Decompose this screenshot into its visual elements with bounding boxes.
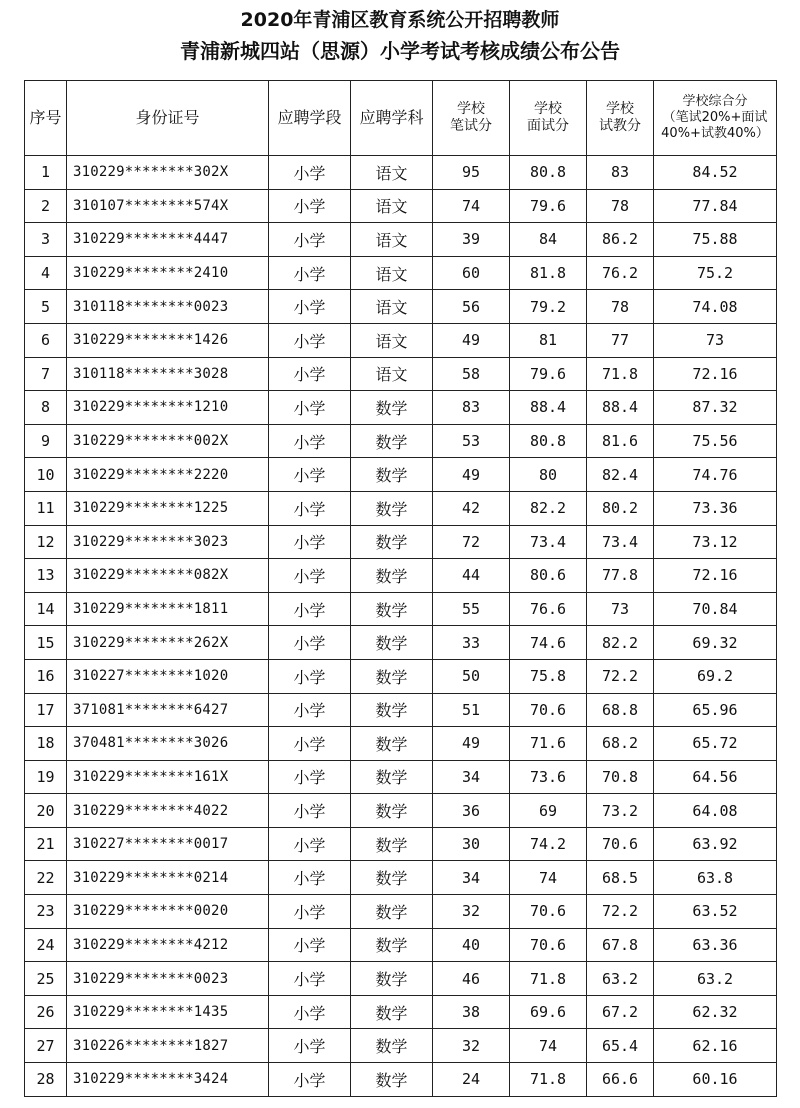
cell-id-number: 310229********4212 [67, 928, 269, 962]
cell-seq: 20 [25, 794, 67, 828]
cell-written-score: 34 [433, 760, 510, 794]
cell-subject: 数学 [351, 626, 433, 660]
cell-total-score: 72.16 [654, 559, 777, 593]
cell-teaching-score: 66.6 [587, 1063, 654, 1097]
cell-interview-score: 79.6 [510, 189, 587, 223]
header-interview-score [510, 81, 587, 156]
cell-written-score: 38 [433, 995, 510, 1029]
cell-teaching-score: 73.2 [587, 794, 654, 828]
table-row [25, 727, 777, 761]
header-subject: 应聘学科 [351, 81, 433, 156]
table-row [25, 559, 777, 593]
cell-written-score: 51 [433, 693, 510, 727]
cell-subject: 数学 [351, 391, 433, 425]
cell-stage: 小学 [269, 189, 351, 223]
cell-id-number: 310229********2410 [67, 256, 269, 290]
cell-stage: 小学 [269, 357, 351, 391]
cell-interview-score: 69 [510, 794, 587, 828]
cell-seq: 12 [25, 525, 67, 559]
cell-id-number: 310229********4447 [67, 223, 269, 257]
header-total-score [654, 81, 777, 156]
cell-written-score: 56 [433, 290, 510, 324]
cell-interview-score: 79.2 [510, 290, 587, 324]
cell-id-number: 310227********1020 [67, 659, 269, 693]
header-seq: 序号 [25, 81, 67, 156]
cell-total-score: 69.2 [654, 659, 777, 693]
cell-seq: 7 [25, 357, 67, 391]
table-header-row [25, 81, 777, 156]
cell-id-number: 310229********0020 [67, 895, 269, 929]
cell-seq: 5 [25, 290, 67, 324]
cell-stage: 小学 [269, 727, 351, 761]
cell-stage: 小学 [269, 256, 351, 290]
cell-interview-score: 69.6 [510, 995, 587, 1029]
table-row [25, 928, 777, 962]
cell-stage: 小学 [269, 592, 351, 626]
cell-interview-score: 74.6 [510, 626, 587, 660]
cell-seq: 23 [25, 895, 67, 929]
cell-written-score: 24 [433, 1063, 510, 1097]
table-row [25, 760, 777, 794]
table-row [25, 1029, 777, 1063]
cell-teaching-score: 72.2 [587, 659, 654, 693]
cell-seq: 26 [25, 995, 67, 1029]
cell-total-score: 75.2 [654, 256, 777, 290]
score-table [24, 80, 777, 1097]
score-table-body [25, 156, 777, 1097]
cell-written-score: 55 [433, 592, 510, 626]
cell-total-score: 70.84 [654, 592, 777, 626]
cell-teaching-score: 82.4 [587, 458, 654, 492]
cell-written-score: 40 [433, 928, 510, 962]
cell-total-score: 64.08 [654, 794, 777, 828]
cell-stage: 小学 [269, 223, 351, 257]
cell-written-score: 33 [433, 626, 510, 660]
cell-total-score: 72.16 [654, 357, 777, 391]
cell-subject: 数学 [351, 659, 433, 693]
cell-subject: 数学 [351, 559, 433, 593]
cell-total-score: 73.36 [654, 491, 777, 525]
cell-seq: 4 [25, 256, 67, 290]
cell-teaching-score: 77.8 [587, 559, 654, 593]
cell-seq: 17 [25, 693, 67, 727]
cell-id-number: 310229********262X [67, 626, 269, 660]
cell-id-number: 370481********3026 [67, 727, 269, 761]
cell-seq: 28 [25, 1063, 67, 1097]
cell-written-score: 44 [433, 559, 510, 593]
cell-written-score: 32 [433, 895, 510, 929]
cell-teaching-score: 65.4 [587, 1029, 654, 1063]
cell-id-number: 310107********574X [67, 189, 269, 223]
cell-teaching-score: 67.2 [587, 995, 654, 1029]
cell-seq: 21 [25, 827, 67, 861]
cell-total-score: 77.84 [654, 189, 777, 223]
cell-interview-score: 74.2 [510, 827, 587, 861]
cell-total-score: 73.12 [654, 525, 777, 559]
header-teaching-score [587, 81, 654, 156]
cell-teaching-score: 70.6 [587, 827, 654, 861]
cell-subject: 数学 [351, 928, 433, 962]
cell-teaching-score: 63.2 [587, 962, 654, 996]
cell-id-number: 310229********0023 [67, 962, 269, 996]
cell-teaching-score: 71.8 [587, 357, 654, 391]
cell-id-number: 310229********1435 [67, 995, 269, 1029]
cell-stage: 小学 [269, 760, 351, 794]
cell-seq: 10 [25, 458, 67, 492]
cell-subject: 语文 [351, 290, 433, 324]
cell-teaching-score: 82.2 [587, 626, 654, 660]
table-row [25, 323, 777, 357]
table-row [25, 525, 777, 559]
table-row [25, 1063, 777, 1097]
cell-total-score: 65.96 [654, 693, 777, 727]
cell-subject: 语文 [351, 256, 433, 290]
cell-interview-score: 70.6 [510, 895, 587, 929]
cell-total-score: 74.76 [654, 458, 777, 492]
cell-interview-score: 70.6 [510, 693, 587, 727]
cell-teaching-score: 68.2 [587, 727, 654, 761]
cell-teaching-score: 78 [587, 290, 654, 324]
cell-interview-score: 80.6 [510, 559, 587, 593]
table-row [25, 592, 777, 626]
cell-interview-score: 80.8 [510, 156, 587, 190]
cell-subject: 数学 [351, 458, 433, 492]
cell-seq: 6 [25, 323, 67, 357]
cell-seq: 14 [25, 592, 67, 626]
table-row [25, 223, 777, 257]
table-row [25, 491, 777, 525]
cell-stage: 小学 [269, 794, 351, 828]
table-row [25, 861, 777, 895]
cell-subject: 语文 [351, 223, 433, 257]
cell-id-number: 310229********4022 [67, 794, 269, 828]
cell-subject: 数学 [351, 491, 433, 525]
cell-total-score: 87.32 [654, 391, 777, 425]
cell-stage: 小学 [269, 626, 351, 660]
cell-seq: 24 [25, 928, 67, 962]
cell-written-score: 49 [433, 323, 510, 357]
cell-interview-score: 73.6 [510, 760, 587, 794]
table-row [25, 189, 777, 223]
cell-interview-score: 75.8 [510, 659, 587, 693]
cell-interview-score: 71.6 [510, 727, 587, 761]
cell-stage: 小学 [269, 290, 351, 324]
cell-id-number: 310227********0017 [67, 827, 269, 861]
header-total-line3: 40%+试教40%） [661, 126, 769, 141]
cell-subject: 数学 [351, 962, 433, 996]
cell-teaching-score: 83 [587, 156, 654, 190]
cell-stage: 小学 [269, 693, 351, 727]
cell-written-score: 42 [433, 491, 510, 525]
cell-interview-score: 71.8 [510, 1063, 587, 1097]
cell-id-number: 310229********3023 [67, 525, 269, 559]
table-row [25, 626, 777, 660]
cell-interview-score: 88.4 [510, 391, 587, 425]
cell-interview-score: 76.6 [510, 592, 587, 626]
cell-total-score: 74.08 [654, 290, 777, 324]
cell-interview-score: 74 [510, 861, 587, 895]
cell-subject: 数学 [351, 1029, 433, 1063]
cell-stage: 小学 [269, 659, 351, 693]
cell-written-score: 74 [433, 189, 510, 223]
header-teaching-line2: 试教分 [599, 118, 641, 134]
cell-interview-score: 80.8 [510, 424, 587, 458]
cell-stage: 小学 [269, 895, 351, 929]
header-total-line2: （笔试20%+面试 [662, 110, 768, 125]
page-title: 2020年青浦区教育系统公开招聘教师 [240, 9, 560, 31]
cell-teaching-score: 76.2 [587, 256, 654, 290]
cell-teaching-score: 81.6 [587, 424, 654, 458]
header-written-line2: 笔试分 [450, 118, 492, 134]
cell-total-score: 63.52 [654, 895, 777, 929]
cell-stage: 小学 [269, 525, 351, 559]
cell-written-score: 60 [433, 256, 510, 290]
cell-stage: 小学 [269, 861, 351, 895]
cell-teaching-score: 78 [587, 189, 654, 223]
cell-seq: 1 [25, 156, 67, 190]
cell-subject: 数学 [351, 794, 433, 828]
table-row [25, 895, 777, 929]
cell-interview-score: 81 [510, 323, 587, 357]
header-written-score [433, 81, 510, 156]
cell-teaching-score: 80.2 [587, 491, 654, 525]
cell-seq: 2 [25, 189, 67, 223]
cell-id-number: 310118********3028 [67, 357, 269, 391]
page-subtitle: 青浦新城四站（思源）小学考试考核成绩公布公告 [180, 39, 620, 63]
cell-id-number: 310229********1210 [67, 391, 269, 425]
cell-teaching-score: 77 [587, 323, 654, 357]
cell-interview-score: 82.2 [510, 491, 587, 525]
header-id: 身份证号 [67, 81, 269, 156]
cell-subject: 语文 [351, 357, 433, 391]
cell-total-score: 69.32 [654, 626, 777, 660]
cell-written-score: 39 [433, 223, 510, 257]
cell-total-score: 63.8 [654, 861, 777, 895]
cell-id-number: 310229********002X [67, 424, 269, 458]
cell-interview-score: 71.8 [510, 962, 587, 996]
cell-subject: 语文 [351, 156, 433, 190]
cell-id-number: 310229********3424 [67, 1063, 269, 1097]
cell-written-score: 95 [433, 156, 510, 190]
cell-total-score: 63.2 [654, 962, 777, 996]
cell-seq: 13 [25, 559, 67, 593]
cell-interview-score: 80 [510, 458, 587, 492]
cell-written-score: 49 [433, 458, 510, 492]
cell-stage: 小学 [269, 458, 351, 492]
cell-total-score: 62.32 [654, 995, 777, 1029]
cell-seq: 3 [25, 223, 67, 257]
cell-seq: 15 [25, 626, 67, 660]
cell-written-score: 58 [433, 357, 510, 391]
cell-interview-score: 73.4 [510, 525, 587, 559]
cell-seq: 8 [25, 391, 67, 425]
table-row [25, 693, 777, 727]
cell-teaching-score: 73 [587, 592, 654, 626]
cell-subject: 数学 [351, 895, 433, 929]
cell-stage: 小学 [269, 995, 351, 1029]
cell-seq: 27 [25, 1029, 67, 1063]
cell-id-number: 310229********0214 [67, 861, 269, 895]
cell-stage: 小学 [269, 928, 351, 962]
cell-stage: 小学 [269, 559, 351, 593]
cell-subject: 数学 [351, 827, 433, 861]
cell-id-number: 310118********0023 [67, 290, 269, 324]
cell-id-number: 310229********302X [67, 156, 269, 190]
cell-teaching-score: 72.2 [587, 895, 654, 929]
header-total-line1: 学校综合分 [682, 94, 748, 109]
cell-id-number: 310229********161X [67, 760, 269, 794]
cell-subject: 数学 [351, 760, 433, 794]
cell-seq: 18 [25, 727, 67, 761]
cell-total-score: 60.16 [654, 1063, 777, 1097]
cell-written-score: 50 [433, 659, 510, 693]
cell-total-score: 65.72 [654, 727, 777, 761]
cell-teaching-score: 88.4 [587, 391, 654, 425]
cell-seq: 22 [25, 861, 67, 895]
header-stage: 应聘学段 [269, 81, 351, 156]
cell-stage: 小学 [269, 323, 351, 357]
cell-total-score: 62.16 [654, 1029, 777, 1063]
cell-subject: 数学 [351, 592, 433, 626]
cell-subject: 数学 [351, 727, 433, 761]
header-teaching-line1: 学校 [606, 101, 634, 117]
cell-subject: 数学 [351, 995, 433, 1029]
header-interview-line1: 学校 [534, 101, 562, 117]
cell-stage: 小学 [269, 962, 351, 996]
cell-id-number: 310229********1426 [67, 323, 269, 357]
cell-written-score: 46 [433, 962, 510, 996]
table-row [25, 995, 777, 1029]
cell-seq: 16 [25, 659, 67, 693]
cell-interview-score: 79.6 [510, 357, 587, 391]
cell-interview-score: 70.6 [510, 928, 587, 962]
cell-id-number: 310229********2220 [67, 458, 269, 492]
cell-written-score: 83 [433, 391, 510, 425]
cell-total-score: 75.56 [654, 424, 777, 458]
table-row [25, 357, 777, 391]
cell-teaching-score: 67.8 [587, 928, 654, 962]
cell-subject: 数学 [351, 424, 433, 458]
cell-total-score: 63.92 [654, 827, 777, 861]
cell-id-number: 371081********6427 [67, 693, 269, 727]
table-row [25, 794, 777, 828]
cell-written-score: 53 [433, 424, 510, 458]
cell-teaching-score: 86.2 [587, 223, 654, 257]
table-row [25, 256, 777, 290]
cell-teaching-score: 68.5 [587, 861, 654, 895]
cell-subject: 数学 [351, 693, 433, 727]
cell-id-number: 310229********1811 [67, 592, 269, 626]
cell-subject: 数学 [351, 525, 433, 559]
table-row [25, 290, 777, 324]
header-written-line1: 学校 [457, 101, 485, 117]
cell-stage: 小学 [269, 1063, 351, 1097]
cell-written-score: 32 [433, 1029, 510, 1063]
table-row [25, 424, 777, 458]
cell-id-number: 310229********1225 [67, 491, 269, 525]
cell-seq: 19 [25, 760, 67, 794]
cell-seq: 11 [25, 491, 67, 525]
cell-written-score: 49 [433, 727, 510, 761]
cell-stage: 小学 [269, 391, 351, 425]
cell-stage: 小学 [269, 827, 351, 861]
cell-seq: 25 [25, 962, 67, 996]
cell-teaching-score: 68.8 [587, 693, 654, 727]
table-row [25, 827, 777, 861]
cell-stage: 小学 [269, 491, 351, 525]
cell-total-score: 84.52 [654, 156, 777, 190]
cell-total-score: 64.56 [654, 760, 777, 794]
header-interview-line2: 面试分 [527, 118, 569, 134]
cell-total-score: 73 [654, 323, 777, 357]
cell-stage: 小学 [269, 156, 351, 190]
cell-id-number: 310226********1827 [67, 1029, 269, 1063]
cell-total-score: 75.88 [654, 223, 777, 257]
table-row [25, 391, 777, 425]
cell-subject: 语文 [351, 189, 433, 223]
cell-stage: 小学 [269, 424, 351, 458]
cell-written-score: 34 [433, 861, 510, 895]
cell-teaching-score: 73.4 [587, 525, 654, 559]
table-row [25, 458, 777, 492]
cell-teaching-score: 70.8 [587, 760, 654, 794]
cell-interview-score: 74 [510, 1029, 587, 1063]
cell-subject: 数学 [351, 861, 433, 895]
cell-interview-score: 84 [510, 223, 587, 257]
cell-stage: 小学 [269, 1029, 351, 1063]
cell-interview-score: 81.8 [510, 256, 587, 290]
cell-subject: 语文 [351, 323, 433, 357]
cell-subject: 数学 [351, 1063, 433, 1097]
cell-total-score: 63.36 [654, 928, 777, 962]
cell-written-score: 36 [433, 794, 510, 828]
table-row [25, 659, 777, 693]
cell-seq: 9 [25, 424, 67, 458]
cell-written-score: 72 [433, 525, 510, 559]
table-row [25, 962, 777, 996]
table-row [25, 156, 777, 190]
cell-written-score: 30 [433, 827, 510, 861]
cell-id-number: 310229********082X [67, 559, 269, 593]
